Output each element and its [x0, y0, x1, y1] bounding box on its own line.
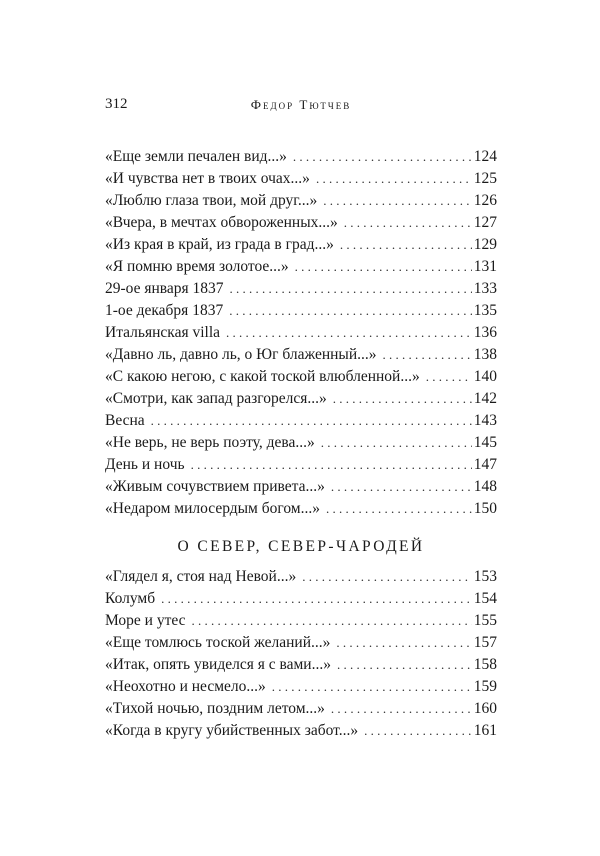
toc-entry-page: 125: [473, 170, 497, 187]
toc-entry: [105, 566, 497, 588]
toc-entry-page: 127: [473, 214, 497, 231]
toc-entry-title: «Еще земли печален вид...»: [105, 148, 287, 165]
toc-entry-page: 126: [473, 192, 497, 209]
dot-leader: [344, 212, 472, 234]
toc-entry-title: Итальянская villa: [105, 324, 221, 341]
toc-entry-page: 158: [473, 656, 497, 673]
toc-entry-title: «Живым сочувствием привета...»: [105, 478, 325, 495]
toc-entry-page: 135: [473, 302, 497, 319]
toc-entry-title: «Тихой ночью, поздним летом...»: [105, 700, 325, 717]
toc-entry-page: 153: [473, 568, 497, 585]
section-heading: О СЕВЕР, СЕВЕР-ЧАРОДЕЙ: [177, 538, 425, 555]
toc-entry-page: 136: [473, 324, 497, 341]
toc-entry: [105, 322, 497, 344]
toc-entry-page: 129: [473, 236, 497, 253]
toc-entry-page: 140: [473, 368, 497, 385]
dot-leader: [337, 654, 472, 676]
dot-leader: [293, 146, 472, 168]
toc-entry-title: «Люблю глаза твои, мой друг...»: [105, 192, 318, 209]
dot-leader: [192, 610, 472, 632]
dot-leader: [364, 720, 472, 742]
toc-entry-title: «Не верь, не верь поэту, дева...»: [105, 434, 315, 451]
toc-entry-title: День и ночь: [105, 456, 185, 473]
toc-entry-title: «С какою негою, с какой тоской влюбленной...»: [105, 368, 420, 385]
dot-leader: [229, 300, 472, 322]
toc-entry: [105, 300, 497, 322]
toc-entry: [105, 654, 497, 676]
dot-leader: [226, 322, 472, 344]
toc-entry: [105, 212, 497, 234]
dot-leader: [331, 698, 472, 720]
toc-entry: [105, 168, 497, 190]
dot-leader: [326, 498, 472, 520]
toc-entry-page: 142: [473, 390, 497, 407]
toc-entry-page: 150: [473, 500, 497, 517]
toc-entry: [105, 698, 497, 720]
dot-leader: [151, 410, 472, 432]
dot-leader: [426, 366, 472, 388]
page-number: 312: [105, 96, 128, 112]
dot-leader: [302, 566, 472, 588]
toc-entry-page: 157: [473, 634, 497, 651]
dot-leader: [383, 344, 472, 366]
toc-entry-title: «Еще томлюсь тоской желаний...»: [105, 634, 331, 651]
toc-entry: [105, 278, 497, 300]
table-of-contents: [105, 146, 497, 742]
toc-entry: [105, 344, 497, 366]
dot-leader: [316, 168, 472, 190]
toc-entry-title: «И чувства нет в твоих очах...»: [105, 170, 310, 187]
dot-leader: [230, 278, 472, 300]
toc-entry-title: «Когда в кругу убийственных забот...»: [105, 722, 359, 739]
toc-entry: [105, 146, 497, 168]
dot-leader: [333, 388, 472, 410]
toc-entry: [105, 610, 497, 632]
dot-leader: [331, 476, 472, 498]
toc-entry-title: «Я помню время золотое...»: [105, 258, 289, 275]
toc-entry: [105, 454, 497, 476]
toc-entry-page: 131: [473, 258, 497, 275]
toc-entry-page: 159: [473, 678, 497, 695]
toc-entry-page: 161: [473, 722, 497, 739]
dot-leader: [321, 432, 472, 454]
toc-entry: [105, 410, 497, 432]
toc-entry-page: 145: [473, 434, 497, 451]
toc-section-1: [105, 146, 497, 520]
toc-entry: [105, 388, 497, 410]
dot-leader: [191, 454, 472, 476]
dot-leader: [323, 190, 471, 212]
dot-leader: [336, 632, 471, 654]
toc-entry: [105, 720, 497, 742]
toc-entry-page: 160: [473, 700, 497, 717]
toc-entry-page: 155: [473, 612, 497, 629]
toc-entry-title: «Смотри, как запад разгорелся...»: [105, 390, 327, 407]
dot-leader: [340, 234, 472, 256]
toc-entry-title: «Недаром милосердым богом...»: [105, 500, 320, 517]
toc-entry-page: 143: [473, 412, 497, 429]
toc-entry-page: 138: [473, 346, 497, 363]
toc-entry-page: 147: [473, 456, 497, 473]
toc-entry-page: 124: [473, 148, 497, 165]
toc-entry-title: «Итак, опять увиделся я с вами...»: [105, 656, 331, 673]
toc-entry: [105, 476, 497, 498]
toc-entry: [105, 432, 497, 454]
dot-leader: [272, 676, 472, 698]
toc-entry-title: 1-ое декабря 1837: [105, 302, 224, 319]
toc-entry-page: 154: [473, 590, 497, 607]
toc-entry-title: Колумб: [105, 590, 156, 607]
toc-entry-title: «Вчера, в мечтах обвороженных...»: [105, 214, 338, 231]
toc-entry-page: 148: [473, 478, 497, 495]
toc-entry-title: 29-ое января 1837: [105, 280, 224, 297]
toc-entry-title: Весна: [105, 412, 145, 429]
toc-entry: [105, 498, 497, 520]
toc-entry: [105, 234, 497, 256]
toc-entry: [105, 366, 497, 388]
toc-entry: [105, 588, 497, 610]
dot-leader: [161, 588, 472, 610]
toc-entry-title: «Глядел я, стоя над Невой...»: [105, 568, 297, 585]
toc-entry: [105, 676, 497, 698]
toc-entry-title: «Неохотно и несмело...»: [105, 678, 266, 695]
toc-entry: [105, 190, 497, 212]
toc-section-2: [105, 566, 497, 742]
toc-entry-title: «Давно ль, давно ль, о Юг блаженный...»: [105, 346, 377, 363]
toc-entry: [105, 632, 497, 654]
toc-entry-title: Море и утес: [105, 612, 186, 629]
toc-entry-page: 133: [473, 280, 497, 297]
toc-entry-title: «Из края в край, из града в град...»: [105, 236, 334, 253]
running-head: [105, 96, 497, 120]
dot-leader: [295, 256, 472, 278]
running-title: Федор Тютчев: [250, 97, 352, 112]
toc-entry: [105, 256, 497, 278]
